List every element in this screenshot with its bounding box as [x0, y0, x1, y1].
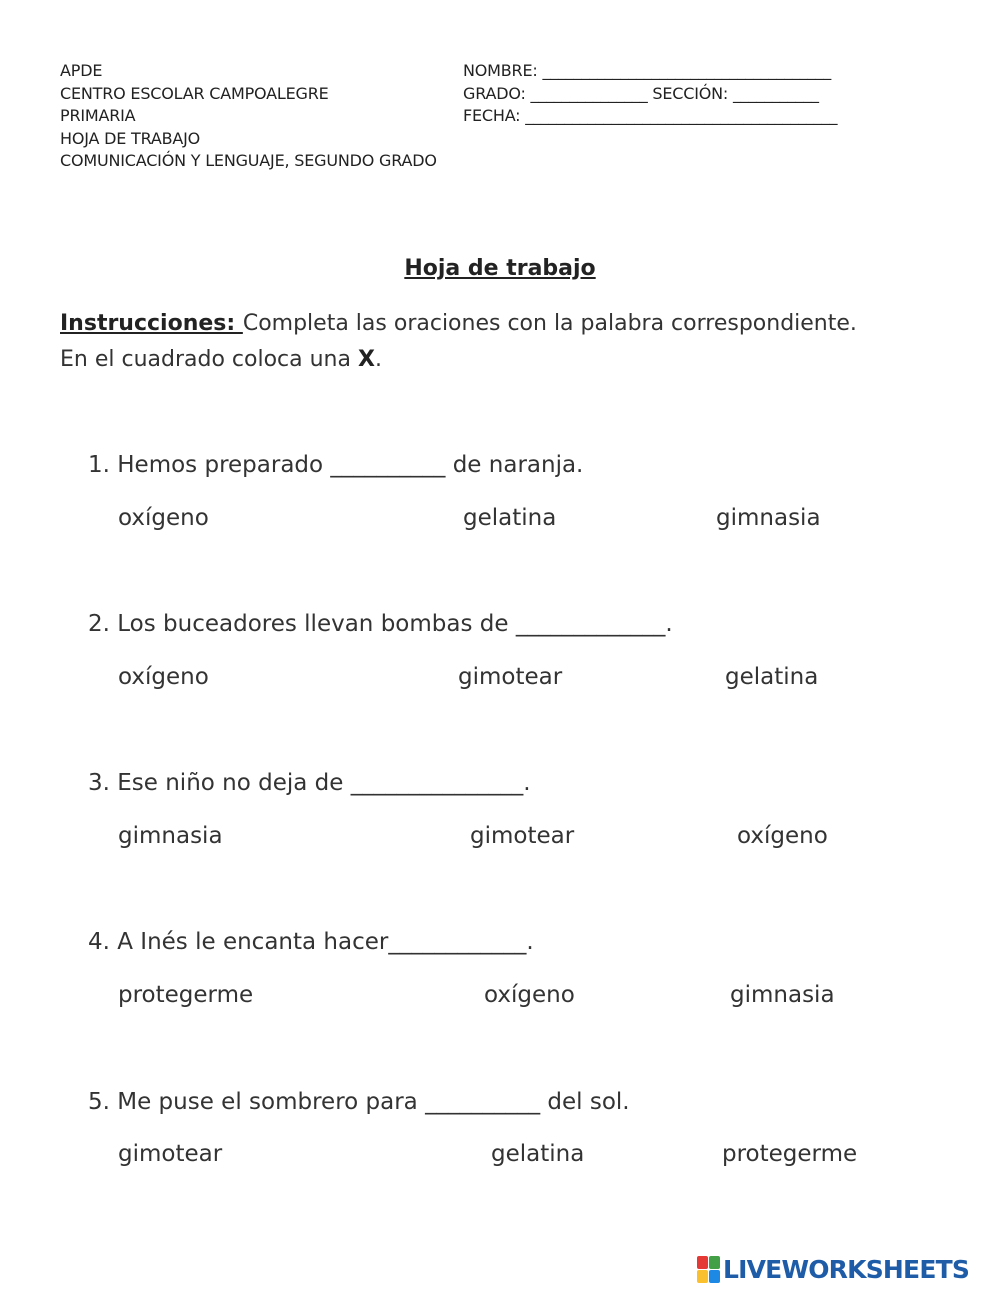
student-fields: [463, 60, 837, 128]
page-title: Hoja de trabajo: [404, 256, 596, 281]
q1-option-1[interactable]: oxígeno: [118, 505, 209, 531]
q1-option-3[interactable]: gimnasia: [716, 505, 821, 531]
q3-option-1[interactable]: gimnasia: [118, 823, 223, 849]
question-5: 5. Me puse el sombrero para __________ del sol.: [88, 1089, 630, 1115]
header-line-level: PRIMARIA: [60, 106, 136, 125]
header-line-subject: COMUNICACIÓN Y LENGUAJE, SEGUNDO GRADO: [60, 151, 437, 170]
liveworksheets-wordmark: LIVEWORKSHEETS: [723, 1254, 970, 1284]
q3-option-3[interactable]: oxígeno: [737, 823, 828, 849]
question-2: 2. Los buceadores llevan bombas de _____________.: [88, 611, 673, 637]
date-field[interactable]: FECHA: ________________________________________: [463, 106, 838, 125]
instructions-mark: X: [357, 347, 375, 372]
question-3: 3. Ese niño no deja de _______________.: [88, 770, 531, 796]
school-info: [60, 60, 437, 173]
instructions-end: .: [374, 347, 382, 372]
name-field[interactable]: NOMBRE: _____________________________________: [463, 61, 832, 80]
q5-option-3[interactable]: protegerme: [722, 1141, 858, 1167]
q5-option-2[interactable]: gelatina: [491, 1141, 585, 1167]
q4-option-1[interactable]: protegerme: [118, 982, 254, 1008]
instructions-text: Completa las oraciones con la palabra correspondiente. En el cuadrado coloca una: [60, 311, 857, 372]
question-1: 1. Hemos preparado __________ de naranja.: [88, 452, 584, 478]
q1-option-2[interactable]: gelatina: [463, 505, 557, 531]
q2-option-2[interactable]: gimotear: [458, 664, 563, 690]
grade-section-field[interactable]: GRADO: _______________ SECCIÓN: ___________: [463, 83, 819, 103]
header-line-doc-type: HOJA DE TRABAJO: [60, 128, 201, 148]
header-line-school: CENTRO ESCOLAR CAMPOALEGRE: [60, 83, 329, 103]
q5-option-1[interactable]: gimotear: [118, 1141, 223, 1167]
question-4: 4. A Inés le encanta hacer____________.: [88, 929, 534, 955]
liveworksheets-mark-icon: [697, 1256, 720, 1283]
q3-option-2[interactable]: gimotear: [470, 823, 575, 849]
q2-option-1[interactable]: oxígeno: [118, 664, 209, 690]
instructions: [60, 306, 880, 378]
q4-option-2[interactable]: oxígeno: [484, 982, 575, 1008]
header-line-apde: APDE: [60, 61, 103, 80]
instructions-label: Instrucciones:: [60, 311, 243, 336]
q2-option-3[interactable]: gelatina: [725, 664, 819, 690]
liveworksheets-logo: [697, 1254, 969, 1284]
q4-option-3[interactable]: gimnasia: [730, 982, 835, 1008]
